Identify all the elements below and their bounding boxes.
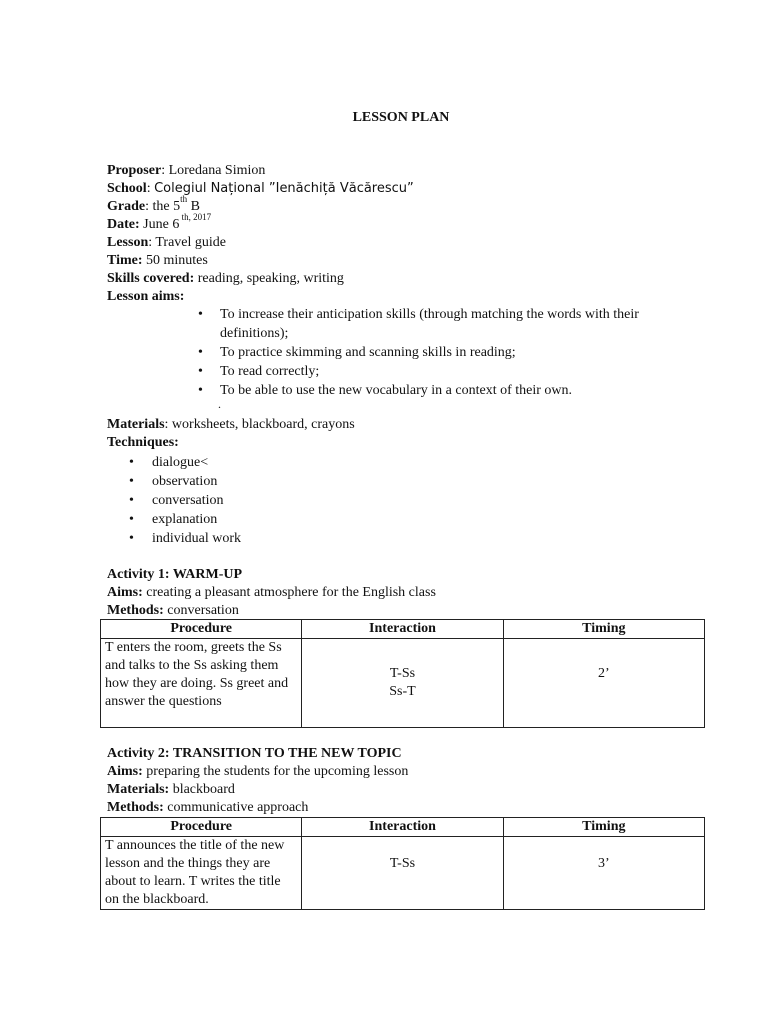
techniques-list — [129, 453, 241, 548]
grade-line: Grade: the 5th B — [107, 194, 200, 214]
bullet-icon: • — [198, 345, 203, 360]
proposer-value: Loredana Simion — [168, 163, 266, 178]
procedure-cell: T announces the title of the new lesson and the things they are about to learn. T writes the title on the blackboard. — [101, 837, 302, 910]
list-item: • To be able to use the new vocabulary in a context of their own. — [198, 383, 573, 398]
lesson-aims-list — [196, 305, 686, 400]
school-line: School: Colegiul Național ”Ienăchiță Văcărescu” — [107, 181, 414, 196]
interaction-cell: T-Ss Ss-T — [302, 639, 503, 728]
grade-label: Grade — [107, 199, 146, 214]
column-header: Interaction — [302, 620, 503, 639]
table-row — [101, 837, 705, 910]
time-label: Time: — [107, 253, 143, 268]
list-item: • conversation — [129, 493, 224, 508]
table-header-row — [101, 818, 705, 837]
skills-value: reading, speaking, writing — [197, 271, 344, 286]
date-superscript: th, 2017 — [179, 212, 212, 223]
list-item: • observation — [129, 474, 218, 489]
list-item: • To practice skimming and scanning skills in reading; — [198, 345, 516, 360]
lesson-value: Travel guide — [155, 235, 227, 250]
table-row — [101, 639, 705, 728]
bullet-icon: • — [198, 383, 203, 398]
timing-cell: 3’ — [503, 837, 704, 910]
page-title: LESSON PLAN — [352, 110, 450, 125]
column-header: Interaction — [302, 818, 503, 837]
proposer-line: Proposer: Loredana Simion — [107, 163, 266, 178]
activity-1-info — [107, 566, 707, 620]
bullet-icon: • — [129, 531, 134, 546]
date-line — [107, 212, 707, 234]
interaction-cell: T-Ss — [302, 837, 503, 910]
time-line — [107, 252, 707, 270]
list-item: • explanation — [129, 512, 218, 527]
activity-2-heading: Activity 2: TRANSITION TO THE NEW TOPIC — [107, 746, 402, 761]
bullet-icon: • — [129, 474, 134, 489]
materials-techniques — [107, 416, 707, 452]
lesson-aims-label: Lesson aims: — [107, 289, 185, 304]
school-label: School — [107, 181, 147, 196]
activity-1-aims: Aims: creating a pleasant atmosphere for the English class — [107, 585, 436, 600]
materials-value: worksheets, blackboard, crayons — [171, 417, 355, 432]
column-header: Timing — [503, 620, 704, 639]
bullet-icon: • — [198, 307, 203, 322]
skills-line — [107, 270, 707, 288]
bullet-icon: • — [129, 455, 134, 470]
proposer-label: Proposer — [107, 163, 162, 178]
activity-1-heading: Activity 1: WARM-UP — [107, 567, 243, 582]
column-header: Procedure — [101, 620, 302, 639]
table-header-row — [101, 620, 705, 639]
school-value: Colegiul Național ”Ienăchiță Văcărescu” — [154, 181, 414, 196]
grade-superscript: th — [180, 194, 188, 205]
activity-2-materials: Materials: blackboard — [107, 782, 235, 797]
grade-value: the 5 — [152, 199, 181, 214]
stray-dot: . — [218, 397, 221, 411]
lesson-line: Lesson: Travel guide — [107, 235, 227, 250]
activity-1-methods: Methods: conversation — [107, 603, 239, 618]
list-item: • To read correctly; — [198, 364, 320, 379]
lesson-header-info — [107, 162, 707, 306]
techniques-label: Techniques: — [107, 435, 179, 450]
procedure-cell: T enters the room, greets the Ss and talks to the Ss asking them how they are doing. Ss greet and answer the questions — [101, 639, 302, 728]
column-header: Timing — [503, 818, 704, 837]
materials-line: Materials: worksheets, blackboard, crayons — [107, 417, 355, 432]
activity-2-info — [107, 745, 707, 817]
bullet-icon: • — [129, 512, 134, 527]
activity-1-table — [100, 619, 705, 728]
list-item: • individual work — [129, 531, 242, 546]
skills-label: Skills covered: — [107, 271, 195, 286]
list-item: • dialogue< — [129, 455, 209, 470]
grade-section: B — [187, 199, 200, 214]
timing-cell: 2’ — [503, 639, 704, 728]
column-header: Procedure — [101, 818, 302, 837]
materials-label: Materials — [107, 417, 165, 432]
lesson-label: Lesson — [107, 235, 149, 250]
activity-2-table — [100, 817, 705, 910]
bullet-icon: • — [198, 364, 203, 379]
date-label: Date: — [107, 217, 140, 232]
date-value: June 6 — [143, 217, 180, 232]
time-value: 50 minutes — [146, 253, 208, 268]
activity-2-aims: Aims: preparing the students for the upcoming lesson — [107, 764, 409, 779]
activity-2-methods: Methods: communicative approach — [107, 800, 309, 815]
bullet-icon: • — [129, 493, 134, 508]
list-item: • To increase their anticipation skills (through matching the words with their definitions); — [198, 307, 639, 341]
